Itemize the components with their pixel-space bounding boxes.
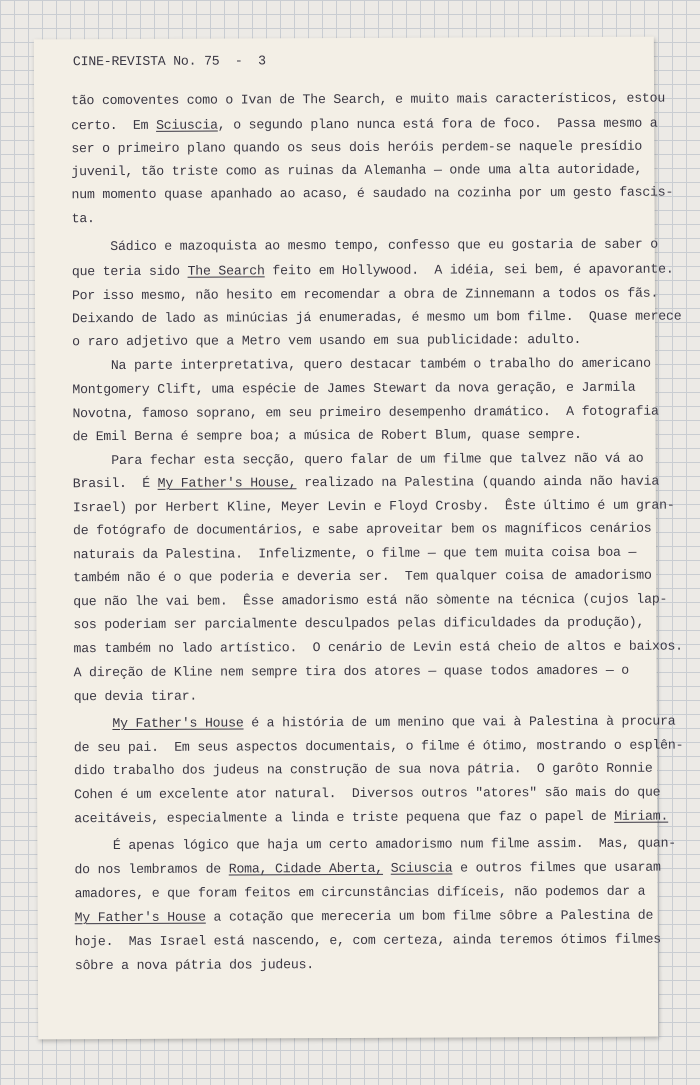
text-line [72,356,651,375]
text-line [74,785,660,804]
underlined-title: My Father's House [112,715,244,732]
text-run: certo. Em [71,117,157,134]
text-run: , o segundo plano nunca está fora de foco. Passa mesmo a [217,115,658,133]
text-line [72,237,658,256]
text-run: aceitáveis, especialmente a linda e triste pequena que faz o papel de [74,808,615,827]
underlined-title: The Search [187,263,265,279]
text-run: realizado na Palestina (quando ainda não havia [296,473,660,491]
text-run: a cotação que mereceria um bom filme sôbre a Palestina de [205,907,654,925]
underlined-title: Roma, Cidade Aberta, [228,860,384,877]
text-line [73,427,582,445]
text-run: de seu pai. Em seus aspectos documentais, o filme é ótimo, mostrando o esplên- [73,737,684,756]
text-run: ta. [71,211,95,227]
text-run: naturais da Palestina. Infelizmente, o filme — que tem muita coisa boa — [73,544,637,563]
text-line [73,592,667,611]
text-run: de Emil Berna é sempre boa; a música de Robert Blum, quase sempre. [72,426,582,445]
text-run: Para fechar esta secção, quero falar de um filme que talvez não vá ao [72,450,644,469]
text-line [74,714,676,733]
text-run: sôbre a nova pátria dos judeus. [74,957,315,974]
text-line [74,663,629,681]
text-line [74,860,660,879]
text-line [75,908,654,927]
text-run: ser o primeiro plano quando os seus dois heróis perdem-se naquele presídio [71,138,643,157]
text-line [73,474,659,493]
text-line [72,286,658,305]
typewritten-page [34,37,684,1040]
text-line [74,761,653,780]
text-line [72,404,658,423]
text-line [71,91,665,110]
text-line [73,451,644,469]
text-line [74,689,197,706]
text-run: de fotógrafo de documentários, e sabe aproveitar bem os magníficos cenários [72,520,652,539]
text-line [75,884,646,902]
text-run: amadores, e que foram feitos em circunstâncias difíceis, não podemos dar a [74,883,646,902]
text-run: e outros filmes que usaram [452,859,661,876]
text-run: Brasil. É [72,475,158,492]
text-run: é a história de um menino que vai à Palestina à procura [243,713,676,731]
underlined-title: My Father's House [74,909,206,926]
text-line [71,185,673,204]
text-line [72,332,581,350]
text-line [73,521,652,540]
text-line [73,545,636,563]
underlined-title: My Father's House, [157,475,297,491]
text-line [74,836,676,855]
text-run: feito em Hollywood. A idéia, sei bem, é apavorante. [264,261,674,279]
text-run: dido trabalho dos judeus na construção de sua nova pátria. O garôto Ronnie [73,760,653,779]
text-run: Montgomery Clift, uma espécie de James Stewart da nova geração, e Jarmila [72,379,636,398]
text-run: sos poderiam ser parcialmente desculpados pelas dificuldades da produção), [73,614,645,633]
text-line [73,568,652,587]
text-run: Israel) por Herbert Kline, Meyer Levin e Floyd Crosby. Êste último é um gran- [72,497,675,516]
underlined-title: Sciuscia [390,860,453,876]
page-header: CINE-REVISTA No. 75 - 3 [72,53,266,70]
text-run [74,716,113,731]
text-line [72,262,674,281]
text-run: Deixando de lado as minúcias já enumeradas, é mesmo um bom filme. Quase merece [72,308,682,327]
text-run: também não é o que poderia e deveria ser. Tem qualquer coisa de amadorismo [73,567,652,586]
text-run: juvenil, tão triste como as ruinas da Alemanha — onde uma alta autoridade, [71,161,643,180]
underlined-title: Miriam. [614,808,669,824]
text-line [73,639,682,658]
text-run: que não lhe vai bem. Êsse amadorismo está não sòmente na técnica (cujos lap- [73,591,668,610]
text-line [74,738,683,757]
text-line [72,380,635,398]
text-line [71,162,642,180]
text-line [75,957,314,974]
text-run: Cohen é um excelente ator natural. Diversos outros "atores" são mais do que [74,784,661,803]
text-run: É apenas lógico que haja um certo amadorismo num filme assim. Mas, quan- [74,835,677,854]
text-run: hoje. Mas Israel está nascendo, e, com certeza, ainda teremos ótimos filmes [74,931,662,950]
text-run: tão comoventes como o Ivan de The Search, e muito mais característicos, estou [71,90,666,109]
text-line [72,309,681,328]
text-run: o raro adjetivo que a Metro vem usando em sua publicidade: adulto. [72,331,582,350]
text-run: Por isso mesmo, não hesito em recomendar a obra de Zinnemann a todos os fãs. [71,285,659,304]
text-run: que devia tirar. [73,688,198,705]
text-line [72,211,95,227]
text-line [75,932,661,951]
text-line [74,809,668,828]
text-run: A direção de Kline nem sempre tira dos atores — quase todos amadores — o [73,662,630,681]
text-run: do nos lembramos de [74,861,229,878]
text-run: que teria sido [71,263,188,280]
text-run: Na parte interpretativa, quero destacar também o trabalho do americano [72,355,651,374]
text-run: Sádico e mazoquista ao mesmo tempo, confesso que eu gostaria de saber o [71,236,659,255]
underlined-title: Sciuscia [156,117,218,133]
text-line [73,615,644,633]
text-line [71,116,657,135]
text-line [71,139,642,157]
text-run: num momento quase apanhado ao acaso, é saudado na cozinha por um gesto fascis- [71,184,674,203]
text-run: Novotna, famoso soprano, em seu primeiro desempenho dramático. A fotografia [72,403,659,422]
text-line [73,498,675,517]
text-run: mas também no lado artístico. O cenário de Levin está cheio de altos e baixos. [73,638,683,657]
